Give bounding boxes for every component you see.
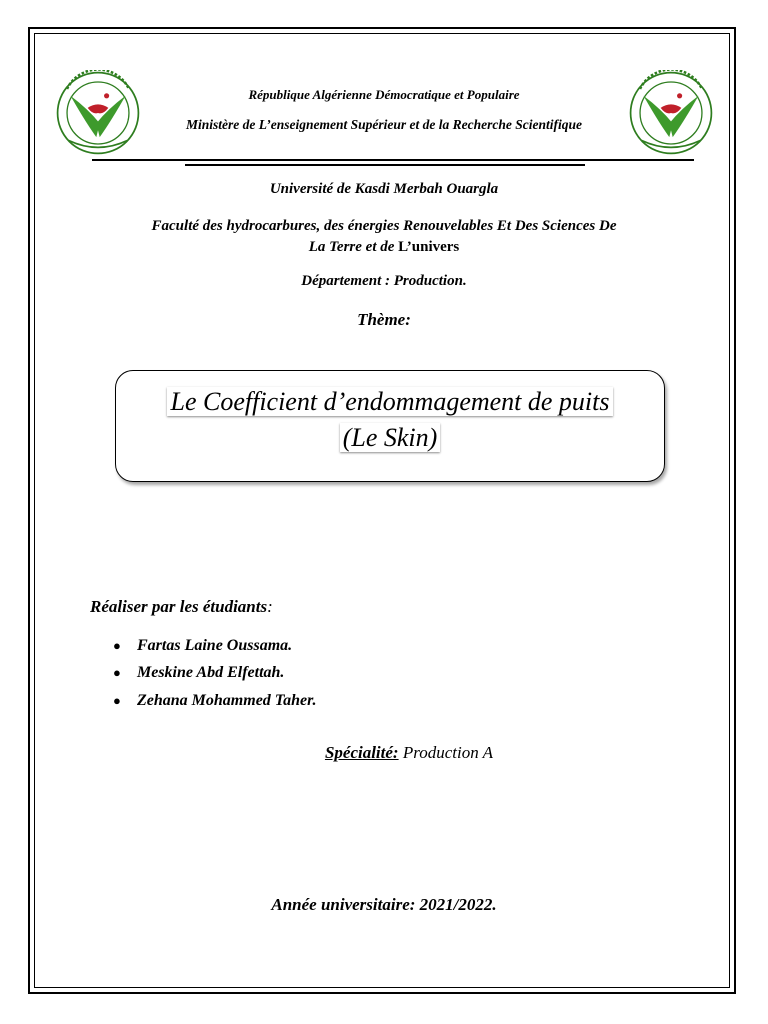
faculty-name [90,216,678,258]
faculty-line-2-bold: L’univers [398,239,460,255]
theme-label: Thème: [357,310,411,329]
specialty-value: Production A [398,743,494,762]
bullet-icon: ● [113,638,121,653]
student-item [113,637,292,655]
student-item [113,664,284,682]
faculty-line-2-prefix: La Terre et de [308,239,399,255]
student-name: Meskine Abd Elfettah. [137,664,285,681]
title-line-2 [115,423,665,453]
header-rule-long [92,159,694,161]
students-label [90,597,273,617]
title-line-2-text: (Le Skin) [340,423,441,452]
student-name: Zehana Mohammed Taher. [137,692,317,709]
faculty-line-1: Faculté des hydrocarbures, des énergies Renouvelables Et Des Sciences De [151,218,617,234]
title-line-1 [115,387,665,417]
student-name: Fartas Laine Oussama. [137,637,293,654]
header-rule-short [185,164,585,166]
department-name: Département : Production. [301,273,467,289]
university-logo-left [55,70,141,156]
university-logo-right [628,70,714,156]
university-name: Université de Kasdi Merbah Ouargla [269,181,499,197]
bullet-icon: ● [113,665,121,680]
republic-heading: République Algérienne Démocratique et Populaire [248,87,520,102]
academic-year: Année universitaire: 2021/2022. [271,895,497,914]
students-label-colon: : [267,597,273,616]
student-item [113,692,316,710]
page-border-inner [34,33,730,988]
specialty [90,743,728,763]
ministry-heading: Ministère de L’enseignement Supérieur et de la Recherche Scientifique [186,117,582,132]
students-label-text: Réaliser par les étudiants [90,597,268,616]
specialty-label: Spécialité: [324,743,399,762]
title-line-1-text: Le Coefficient d’endommagement de puits [167,387,612,416]
bullet-icon: ● [113,693,121,708]
